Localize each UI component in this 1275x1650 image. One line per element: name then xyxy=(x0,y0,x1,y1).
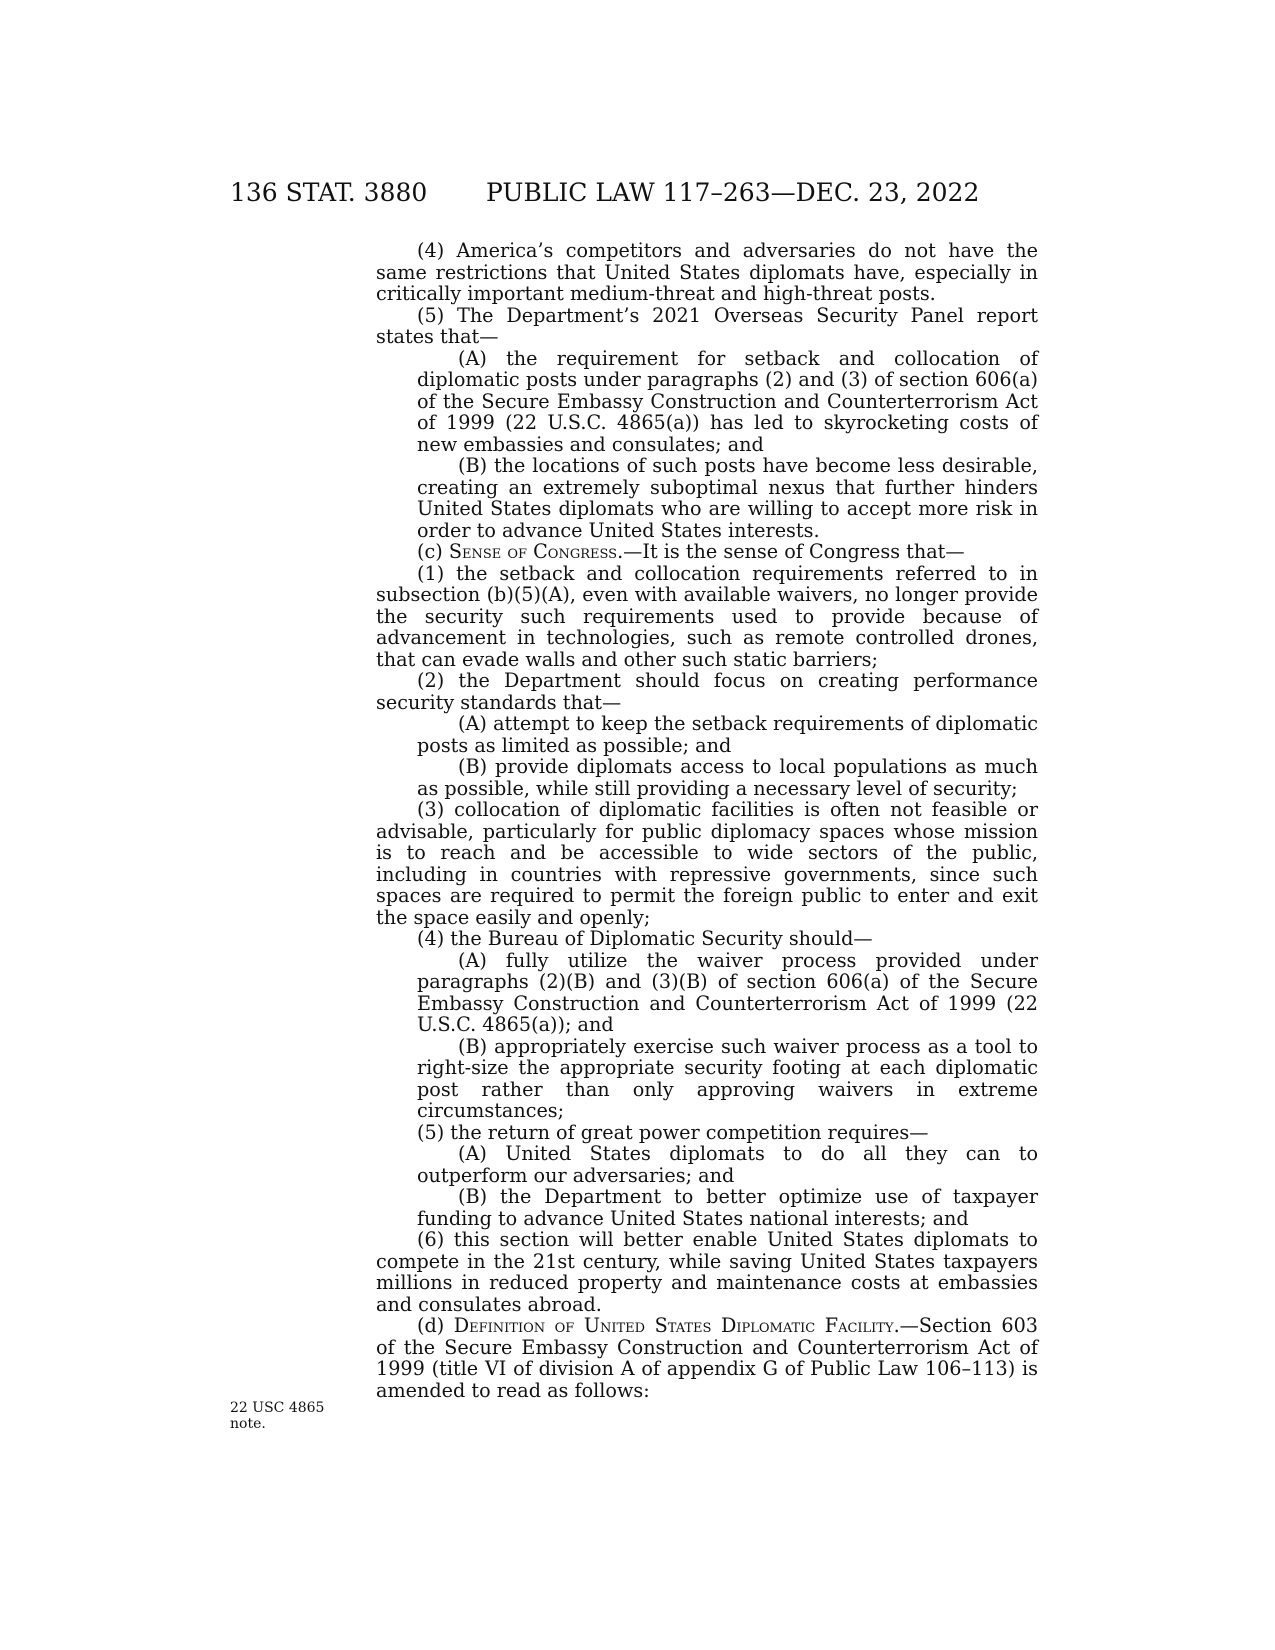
subparagraph-c5a: (A) United States diplomats to do all they can to outperform our adversaries; and xyxy=(417,1142,1038,1187)
subsection-d-title: Definition of United States Diplomatic Facility xyxy=(453,1314,894,1337)
subsection-c-label: (c) xyxy=(417,540,449,563)
paragraph-c1: (1) the setback and collocation requirements referred to in subsection (b)(5)(A), even with available waivers, no longer provide the security such requirements used to provide because of advancement in technologies, such as remote controlled drones, that can evade walls and other such static barriers; xyxy=(376,561,1038,671)
paragraph-c6: (6) this section will better enable United States diplomats to compete in the 21st century, while saving United States taxpayers millions in reduced property and maintenance costs at embassies and consulates abroad. xyxy=(376,1228,1038,1316)
paragraph-b5: (5) The Department’s 2021 Overseas Security Panel report states that— xyxy=(376,303,1038,348)
subsection-d-label: (d) xyxy=(417,1314,454,1337)
subparagraph-c2b: (B) provide diplomats access to local populations as much as possible, while still providing a necessary level of security; xyxy=(417,755,1038,800)
subparagraph-c5b: (B) the Department to better optimize use of taxpayer funding to advance United States national interests; and xyxy=(417,1185,1038,1230)
page-stat-reference: 136 STAT. 3880 xyxy=(230,178,428,207)
subparagraph-c2a: (A) attempt to keep the setback requirements of diplomatic posts as limited as possible; and xyxy=(417,712,1038,757)
paragraph-b4: (4) America’s competitors and adversaries do not have the same restrictions that United States diplomats have, especially in critically important medium-threat and high-threat posts. xyxy=(376,239,1038,305)
subsection-c-lead: .—It is the sense of Congress that— xyxy=(617,540,965,563)
margin-note-usc xyxy=(230,1400,324,1432)
subparagraph-b5b: (B) the locations of such posts have become less desirable, creating an extremely suboptimal nexus that further hinders United States diplomats who are willing to accept more risk in order to advance United States interests. xyxy=(417,454,1038,542)
statute-body xyxy=(376,240,1038,1401)
subsection-c-title: Sense of Congress xyxy=(448,540,618,563)
subparagraph-b5a: (A) the requirement for setback and collocation of diplomatic posts under paragraphs (2) and (3) of section 606(a) of the Secure Embassy Construction and Counterterrorism Act of 1999 (22 U.S.C. 4865(a)) has led to skyrocketing costs of new embassies and consulates; and xyxy=(417,346,1038,456)
running-head: PUBLIC LAW 117–263—DEC. 23, 2022 xyxy=(486,178,980,207)
margin-note-suffix: note. xyxy=(230,1416,266,1432)
subsection-c-heading xyxy=(376,541,1038,563)
margin-note-citation: 22 USC 4865 xyxy=(230,1400,325,1416)
paragraph-c5: (5) the return of great power competition requires— xyxy=(417,1120,929,1144)
paragraph-c4: (4) the Bureau of Diplomatic Security should— xyxy=(417,927,873,950)
subsection-d xyxy=(376,1315,1038,1401)
paragraph-c2: (2) the Department should focus on creating performance security standards that— xyxy=(376,669,1038,714)
subparagraph-c4b: (B) appropriately exercise such waiver process as a tool to right-size the appropriate security footing at each diplomatic post rather than only approving waivers in extreme circumstances; xyxy=(417,1034,1038,1122)
subsection-d-text: .—Section 603 of the Secure Embassy Construction and Counterterrorism Act of 1999 (title VI of division A of appendix G of Public Law 106–113) is amended to read as follows: xyxy=(376,1314,1038,1402)
paragraph-c3: (3) collocation of diplomatic facilities is often not feasible or advisable, particularly for public diplomacy spaces whose mission is to reach and be accessible to wide sectors of the public, including in countries with repressive governments, since such spaces are required to permit the foreign public to enter and exit the space easily and openly; xyxy=(376,798,1038,929)
subparagraph-c4a: (A) fully utilize the waiver process provided under paragraphs (2)(B) and (3)(B) of section 606(a) of the Secure Embassy Construction and Counterterrorism Act of 1999 (22 U.S.C. 4865(a)); and xyxy=(417,948,1038,1036)
